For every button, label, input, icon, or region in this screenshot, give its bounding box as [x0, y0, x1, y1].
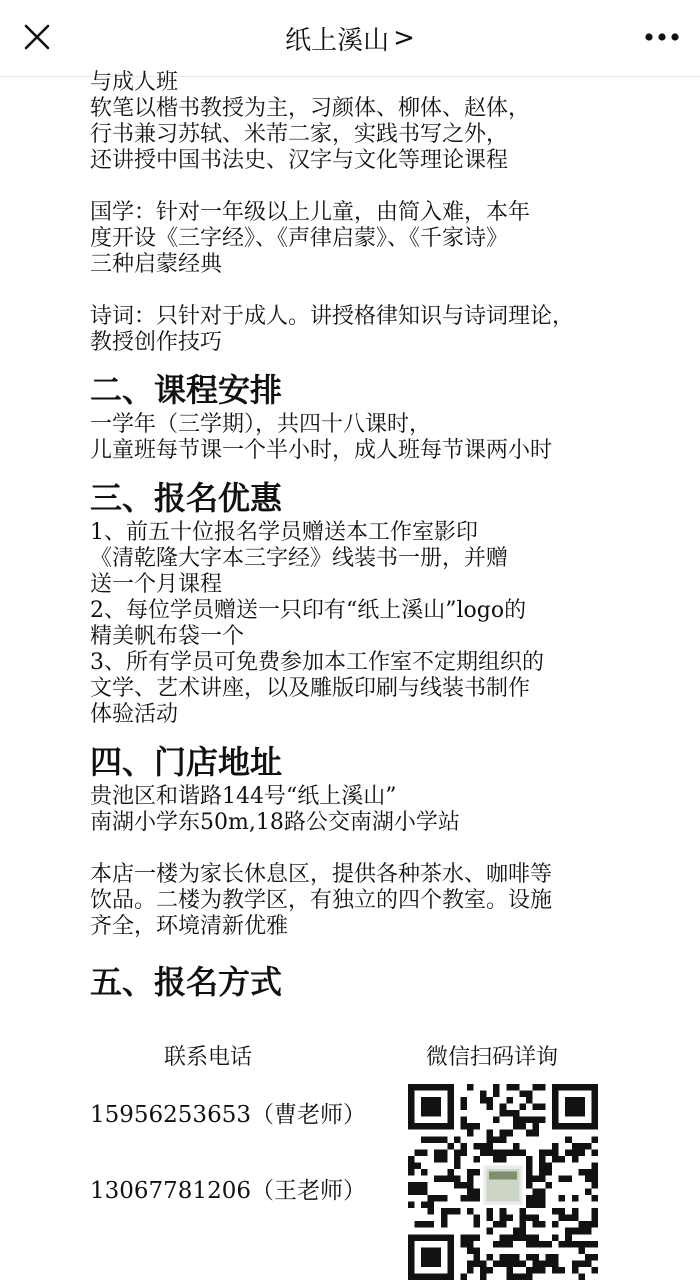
close-button[interactable] — [20, 20, 54, 54]
heading-offer: 三、报名优惠 — [90, 479, 283, 517]
phone-label: 联系电话 — [164, 1045, 253, 1070]
shici-text: 诗词：只针对于成人。讲授格律知识与诗词理论， 教授创作技巧 — [90, 304, 575, 355]
more-icon — [644, 32, 680, 42]
page-title[interactable] — [285, 20, 415, 57]
heading-signup: 五、报名方式 — [90, 963, 283, 1001]
more-button[interactable] — [642, 22, 682, 52]
heading-schedule: 二、课程安排 — [90, 371, 283, 409]
phone-number-1[interactable]: 15956253653（曹老师） — [90, 1102, 366, 1128]
offer-text: 1、前五十位报名学员赠送本工作室影印 《清乾隆大字本三字经》线装书一册，并赠 送一个月课程 2、每位学员赠送一只印有“纸上溪山”logo的 精美帆布袋一个 3、所有学员可免费参加本工作室不定期组织的 文学、艺术讲座，以及雕版印刷与线装书制作 体验活动 — [90, 520, 544, 727]
wechat-label: 微信扫码详询 — [426, 1045, 559, 1070]
contact-section — [90, 1040, 690, 1280]
chevron-right-icon: > — [393, 23, 415, 53]
address-text: 贵池区和谐路144号“纸上溪山” 南湖小学东50m,18路公交南湖小学站 — [90, 784, 460, 835]
schedule-text: 一学年（三学期），共四十八课时， 儿童班每节课一个半小时，成人班每节课两小时 — [90, 412, 553, 463]
facility-text: 本店一楼为家长休息区，提供各种茶水、咖啡等 饮品。二楼为教学区，有独立的四个教室。设施 齐全，环境清新优雅 — [90, 862, 553, 939]
guoxue-text: 国学：针对一年级以上儿童，由简入难，本年 度开设《三字经》、《声律启蒙》、《千家诗》 三种启蒙经典 — [90, 200, 531, 277]
calligraphy-text: 与成人班 软笔以楷书教授为主，习颜体、柳体、赵体， 行书兼习苏轼、米芾二家，实践书写之外， 还讲授中国书法史、汉字与文化等理论课程 — [90, 70, 531, 173]
top-bar — [0, 0, 700, 77]
close-icon — [24, 24, 50, 50]
article-body — [90, 70, 670, 1004]
phone-number-2[interactable]: 13067781206（王老师） — [90, 1178, 366, 1204]
heading-address: 四、门店地址 — [90, 743, 283, 781]
qr-code[interactable] — [408, 1084, 598, 1280]
qr-code-image — [408, 1084, 598, 1280]
page-title-text: 纸上溪山 — [285, 25, 390, 56]
